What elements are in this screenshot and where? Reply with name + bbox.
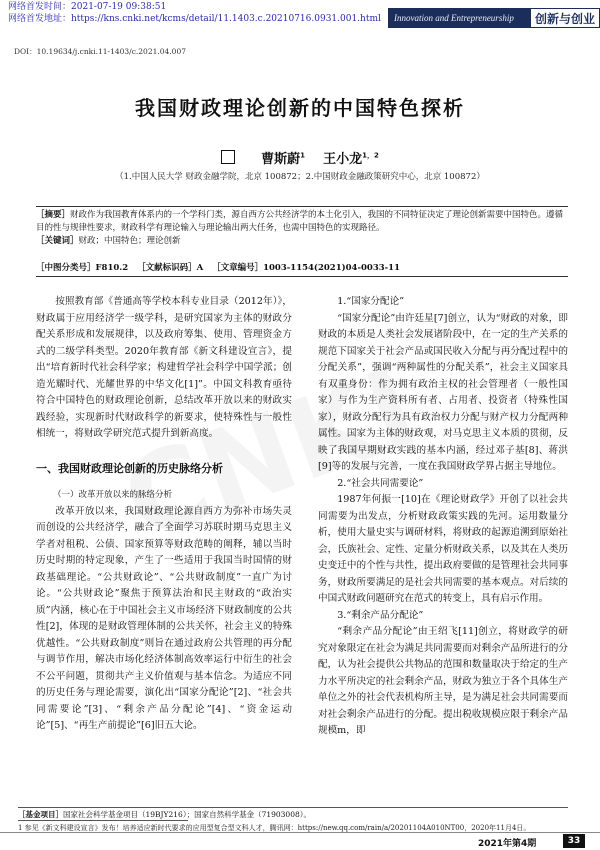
issue-label: 2021年第4期: [478, 839, 537, 849]
subsection-1-heading: （一）改革开放以来的脉络分析: [53, 490, 173, 500]
affiliation: （1.中国人民大学 财政金融学院，北京 100872；2.中国财政金融政策研究中心，北京 100872）: [115, 172, 485, 182]
heading-surplus-product: 3.“剩余产品分配论”: [337, 609, 424, 621]
online-time-label: 网络首发时间：: [8, 2, 72, 12]
paragraph-state-distribution: “国家分配论”由许廷星[7]创立，认为“财政的对象，即财政的本质是人类社会发展诸阶段中，在一定的生产关系的规范下国家关于社会产品或国民收入分配与再分配过程中的分配关系”，强调“两种属性的分配关系”，社会主义国家具有双重身份：作为拥有政治主权的社会管理者（一般性国家）与作为生产资料所有者、占用者、投资者（特殊性国家），财政分配行为具有政治权力分配与财产权力分配两种属性。国家为主体的财政观，对马克思主义本质的贯彻，反映了我国早期财政实践的基本内涵，经过邓子基[8]、蒋洪[9]等的发展与完善，一度在我国财政学界占据主导地位。: [318, 312, 568, 472]
cls-value: F810.2: [95, 263, 129, 273]
keywords: 财政；中国特色；理论创新: [78, 236, 181, 246]
doc-code: A: [196, 263, 204, 273]
online-url-link[interactable]: https://kns.cnki.net/kcms/detail/11.1403.c.20210716.0931.001.html: [71, 14, 381, 24]
heading-social-need: 2.“社会共同需要论”: [337, 477, 424, 489]
doi: DOI：10.19634/j.cnki.11-1403/c.2021.04.007: [14, 47, 186, 56]
article-no-label: ［文章编号］: [212, 263, 264, 273]
doc-code-label: ［文献标识码］: [137, 263, 197, 273]
author-2-sup: 1，2: [362, 151, 379, 160]
paragraph-surplus-product: “剩余产品分配论”由王绍飞[11]创立，将财政学的研究对象限定在社会为满足共同需要而对剩余产品所进行的分配，认为社会提供公共物品的范围和数量取决于给定的生产力水平所决定的社会剩余产品，财政为独立于各个具体生产单位之外的社会代表机构所主导，是为满足社会共同需要而对社会剩余产品进行的分配。提出税收规模应限于剩余产品规模m，即: [318, 626, 568, 736]
author-1-sup: 1: [300, 151, 305, 160]
fund-rule: [18, 807, 568, 808]
author-line: [0, 148, 600, 167]
paper-title: 我国财政理论创新的中国特色探析: [135, 96, 465, 120]
journal-name-cn: 创新与创业: [530, 8, 600, 28]
abstract-block: [36, 209, 568, 248]
online-url-line: [8, 14, 381, 25]
bottom-rule: [0, 832, 600, 833]
online-url-label: 网络首发地址：: [8, 14, 72, 24]
abstract-bottom-rule: [36, 276, 568, 277]
article-no: 1003-1154(2021)04-0033-11: [263, 263, 401, 273]
checkbox-icon: [221, 150, 235, 164]
section-1-heading: 一、我国财政理论创新的历史脉络分析: [36, 461, 223, 475]
fund-line: [18, 809, 311, 820]
abstract-top-rule: [36, 206, 568, 207]
paragraph-social-need: 1987年何振一[10]在《理论财政学》开创了以社会共同需要为出发点，分析财政政策实践的先河。运用数量分析，使用大量史实与调研材料，将财政的起源追溯到原始社会，氏族社会、定性、定量分析财政关系，以及其在人类历史变迁中的个性与共性，提出政府要做的是管理社会共同事务，财政所要满足的是社会共同需要的基本观点。对后续的中国式财政问题研究在范式的转变上，具有启示作用。: [318, 494, 568, 604]
fund-label: ［基金项目］: [18, 810, 63, 819]
footnote: 1 参见《新文科建设宣言》发布！培养适应新时代要求的应用型复合型文科人才，腾讯网：https://new.qq.com/rain/a/20201104A010NT00，2020年11月4日。: [18, 824, 531, 832]
author-1: 曹斯蔚: [261, 152, 301, 167]
intro-paragraph: 按照教育部《普通高等学校本科专业目录（2012年）》，财政属于应用经济学一级学科，是研究国家为主体的财政分配关系形成和发展规律，以及政府筹集、使用、管理资金方式的二级学科类型。2020年教育部《新文科建设宣言》，提出“培育新时代社会科学家；构建哲学社会科学中国学派；创造光耀时代、光耀世界的中华文化[1]”。中国文科教育亟待符合中国特色的财政理论创新，总结改革开放以来的财政实践经验，实现新时代财政科学的新要求，使特殊性与一般性相统一，将财政学研究范式提升到新高度。: [36, 296, 292, 439]
abstract-text: 财政作为我国教育体系内的一个学科门类，源自西方公共经济学的本土化引入，我国的不同特征决定了理论创新需要中国特色。遵循目的性与规律性要求，财政科学有理论输入与理论输出两大任务，也需中国特色的实现路径。: [36, 210, 564, 233]
page-number: 33: [563, 834, 585, 848]
keywords-label: ［关键词］: [36, 236, 79, 246]
body-paragraph: 改革开放以来，我国财政理论源自西方为弥补市场失灵而创设的公共经济学，融合了全面学习苏联时期马克思主义学者对租税、公债、国家预算等财政范畴的阐释，辅以当时历史时期的特定现象，产生了一些适用于我国当时国情的财政基础理论。“公共财政论”、“公共财政制度”一直广为讨论。“公共财政论”聚焦于预算法治和民主财政的“政治实质”内涵，核心在于中国社会主义市场经济下财政制度的公共性[2]，体现的是财政管理体制的公共关怀，社会主义的特殊优越性。“公共财政制度”则旨在通过政府公共管理的再分配与调节作用，解决市场化经济体制高效率运行中衍生的社会不公平问题，贯彻共产主义价值观与基本信念。为适应不同的历史任务与理论需要，演化出“国家分配论”[2]、“社会共同需要论”[3]、“剩余产品分配论”[4]、“资金运动论”[5]、“再生产前提论”[6]旧五大论。: [36, 505, 292, 731]
cls-label: ［中图分类号］: [36, 263, 96, 273]
heading-state-distribution: 1.“国家分配论”: [337, 296, 405, 307]
journal-name-en: Innovation and Entrepreneurship: [388, 8, 530, 28]
right-column: [318, 294, 568, 740]
journal-banner: [388, 8, 600, 28]
online-time: 2021-07-19 09:38:51: [71, 2, 167, 12]
abstract-label: ［摘要］: [36, 210, 71, 220]
online-time-line: [8, 2, 166, 13]
classification-line: [36, 261, 568, 273]
left-column: [36, 294, 292, 735]
footnote-rule: [18, 820, 188, 821]
author-2: 王小龙: [323, 152, 363, 167]
fund-text: 国家社会科学基金项目（19BJY216）；国家自然科学基金（71903008）。: [63, 810, 312, 819]
